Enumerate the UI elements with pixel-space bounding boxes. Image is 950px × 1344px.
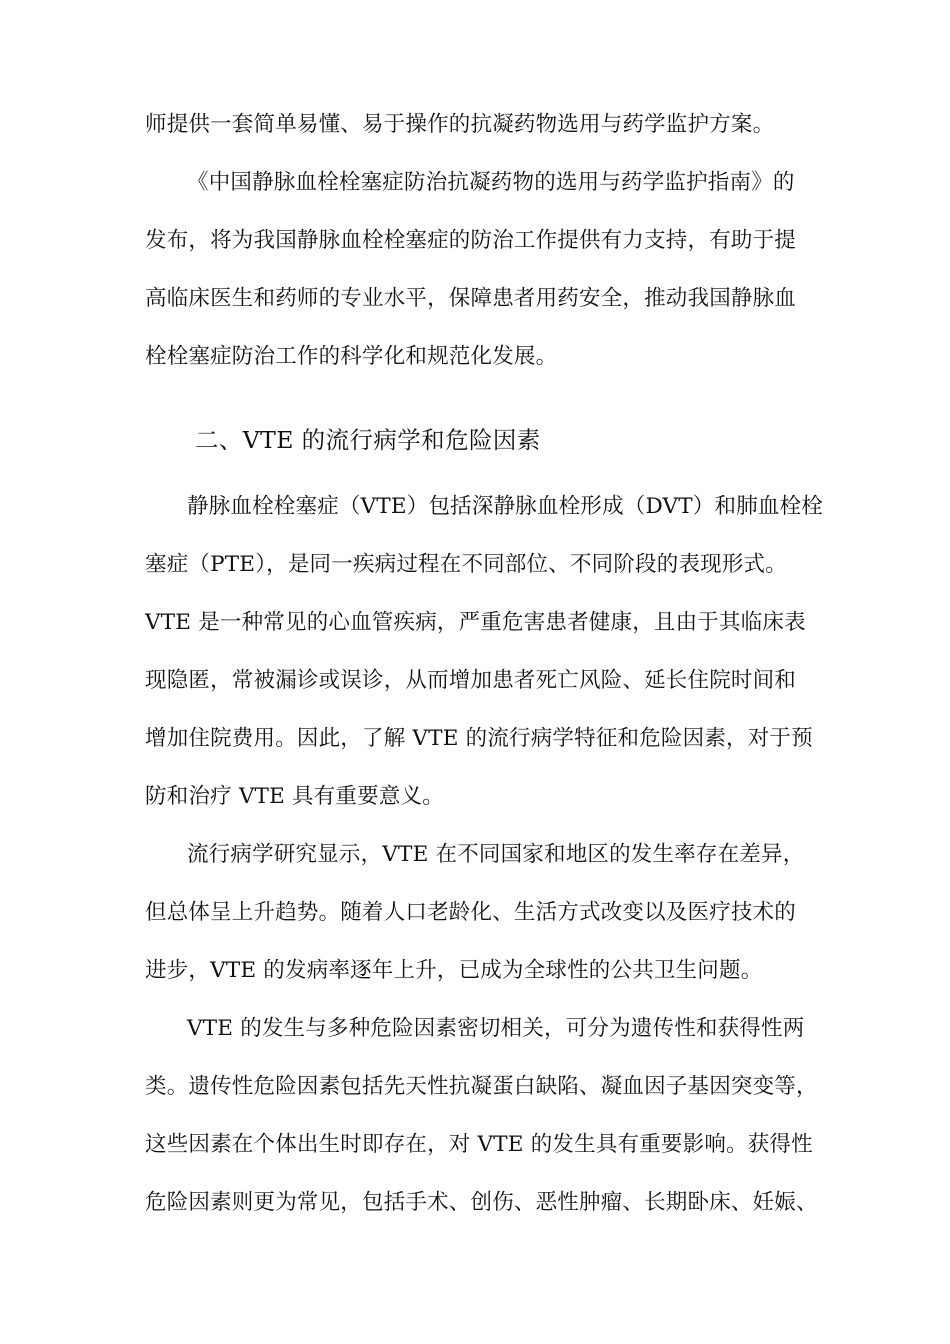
section-heading: 二、VTE 的流行病学和危险因素 xyxy=(195,426,541,454)
paragraph-2-line: 塞症（PTE），是同一疾病过程在不同部位、不同阶段的表现形式。 xyxy=(145,552,787,577)
intro-line: 师提供一套简单易懂、易于操作的抗凝药物选用与药学监护方案。 xyxy=(145,112,775,137)
paragraph-4-line: 危险因素则更为常见，包括手术、创伤、恶性肿瘤、长期卧床、妊娠、 xyxy=(145,1190,818,1215)
paragraph-1-line: 发布，将为我国静脉血栓栓塞症的防治工作提供有力支持，有助于提 xyxy=(145,228,797,253)
paragraph-2-line: VTE 是一种常见的心血管疾病，严重危害患者健康，且由于其临床表 xyxy=(145,610,806,635)
paragraph-4-line: 类。遗传性危险因素包括先天性抗凝蛋白缺陷、凝血因子基因突变等， xyxy=(145,1074,818,1099)
paragraph-1-line: 《中国静脉血栓栓塞症防治抗凝药物的选用与药学监护指南》的 xyxy=(187,170,795,195)
paragraph-3-line: 流行病学研究显示，VTE 在不同国家和地区的发生率存在差异， xyxy=(187,842,805,867)
paragraph-4-line: 这些因素在个体出生时即存在，对 VTE 的发生具有重要影响。获得性 xyxy=(145,1132,813,1157)
paragraph-2-line: 防和治疗 VTE 具有重要意义。 xyxy=(145,784,444,809)
paragraph-1-line: 栓栓塞症防治工作的科学化和规范化发展。 xyxy=(145,344,558,369)
paragraph-2-line: 静脉血栓栓塞症（VTE）包括深静脉血栓形成（DVT）和肺血栓栓 xyxy=(187,494,823,519)
paragraph-3-line: 但总体呈上升趋势。随着人口老龄化、生活方式改变以及医疗技术的 xyxy=(145,900,797,925)
paragraph-2-line: 增加住院费用。因此，了解 VTE 的流行病学特征和危险因素，对于预 xyxy=(145,726,813,751)
paragraph-2-line: 现隐匿，常被漏诊或误诊，从而增加患者死亡风险、延长住院时间和 xyxy=(145,668,797,693)
paragraph-3-line: 进步，VTE 的发病率逐年上升，已成为全球性的公共卫生问题。 xyxy=(145,958,763,983)
paragraph-4-line: VTE 的发生与多种危险因素密切相关，可分为遗传性和获得性两 xyxy=(187,1016,805,1041)
paragraph-1-line: 高临床医生和药师的专业水平，保障患者用药安全，推动我国静脉血 xyxy=(145,286,797,311)
